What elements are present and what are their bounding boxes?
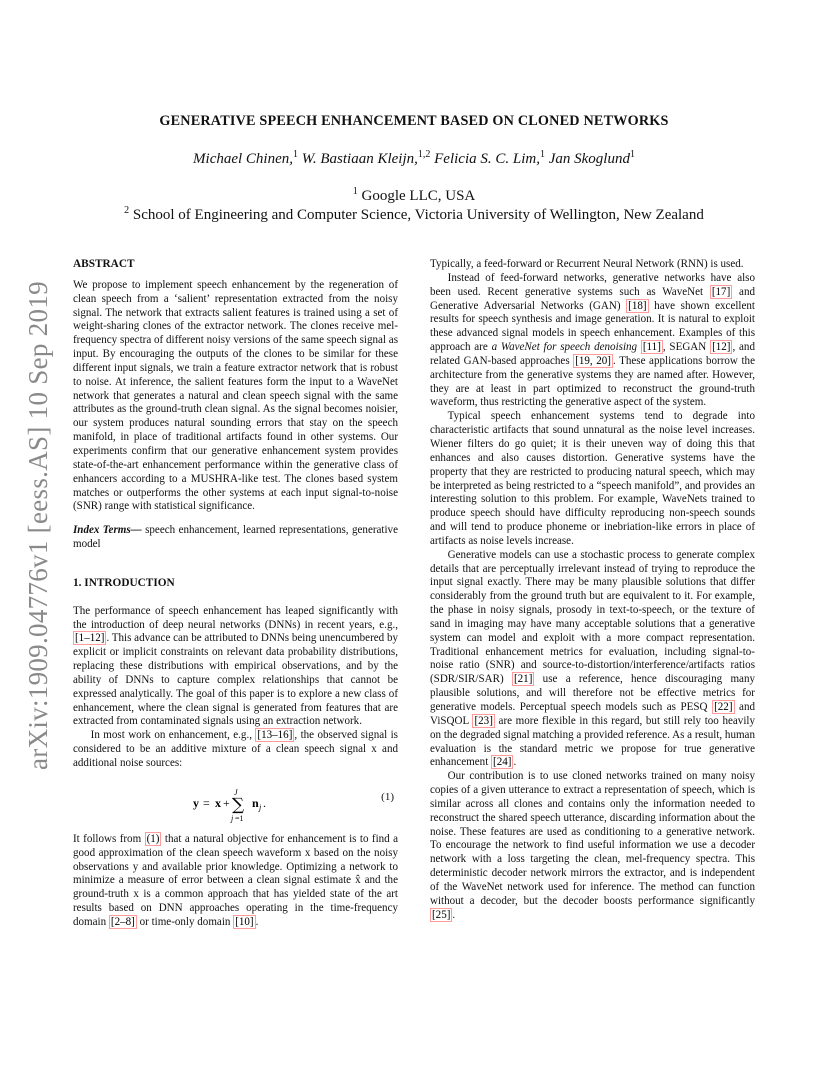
svg-text:∑: ∑: [232, 794, 245, 815]
citation-link[interactable]: [22]: [714, 701, 733, 713]
author: Jan Skoglund$^1$: [548, 149, 635, 167]
paragraph: The performance of speech enhancement has leaped significantly with the introduction of deep neural networks (DNNs) in recent years, e.g., [1–12] . This advance can be attributed to DNNs being unencumbered by explicit or implicit constraints on relevant data probability distributions, replacing these distributions with empirical observations, and by the ability of DNNs to capture complex relationships that cannot be expressed analytically. The goal of this paper is to explore a new class of enhancement, where the clean signal is generated from features that are extracted from contaminated signals using an extraction network.: [73, 604, 398, 728]
svg-text:x: x: [215, 795, 221, 810]
author: W. Bastiaan Kleijn,$^{1,2}$: [301, 149, 431, 167]
citation-link[interactable]: [21]: [513, 673, 533, 686]
citation-link[interactable]: [19, 20]: [575, 354, 611, 367]
paragraph: It follows from (1) that a natural objective for enhancement is to find a good approximation of the clean speech waveform x based on the noisy observations y and available prior knowledge. Optimizing a network to minimize a measure of error between a clean signal estimate x̂ and the ground-truth x is a common approach that has yielded state of the art results based on DNN approaches operating in the time-frequency domain [2–8] or time-only domain [10] .: [73, 832, 398, 928]
equation: [73, 779, 398, 825]
abstract-text: We propose to implement speech enhancement by the regeneration of clean speech from a ‘salient’ representation extracted from the noisy signal. The network that extracts salient features is trained using a set of weight-sharing clones of the extractor network. The clones receive mel-frequency spectra of different noisy versions of the same speech signal as input. By encouraging the outputs of the clones to be similar for these different input signals, we train a feature extractor network that is robust to noise. At inference, the salient features form the input to a WaveNet network that generates a natural and clean speech signal with the same attributes as the ground-truth clean signal. As the signal becomes noisier, our system produces natural sounding errors that stay on the speech manifold, in place of traditional artifacts found in other systems. Our experiments confirm that our generative enhancement system provides state-of-the-art enhancement performance within the generative class of enhancers according to a MUSHRA-like test. The clones based system matches or outperforms the other systems at each input signal-to-noise (SNR) range with statistical significance.: [73, 278, 398, 513]
citation-link[interactable]: [23]: [474, 714, 493, 727]
citation-link[interactable]: [13–16]: [257, 729, 293, 742]
author-list: [60, 149, 768, 168]
svg-text:y: y: [193, 795, 199, 810]
affiliation: $^1$ Google LLC, USA: [352, 186, 476, 204]
citation-link[interactable]: [17]: [711, 285, 731, 298]
svg-text:.: .: [263, 795, 266, 810]
author: Michael Chinen,$^1$: [193, 149, 299, 167]
svg-text:n: n: [252, 795, 259, 810]
abstract-heading: ABSTRACT: [73, 258, 135, 270]
citation-link[interactable]: [18]: [628, 299, 647, 312]
right-column: [430, 258, 755, 923]
svg-text:J: J: [234, 787, 238, 797]
citation-link[interactable]: [11]: [642, 341, 661, 354]
paragraph: In most work on enhancement, e.g., [13–16] , the observed signal is considered to be an additive mixture of a clean speech signal x and additional noise sources:: [73, 729, 398, 769]
citation-link[interactable]: [25]: [432, 908, 451, 921]
paragraph: Our contribution is to use cloned networks trained on many noisy copies of a given utterance to extract a representation of speech, which is similar across all clones and contains only the information needed to reconstruct the shared speech utterance, discarding information about the noise. These features are used as conditioning to a generative network. To encourage the network to find useful information we use a decoder network with a loss targeting the clean, mel-frequency spectra. This deterministic decoder network mirrors the extractor, and is independent of the WaveNet network used for inference. The method can function without a decoder, but the decoder boosts performance significantly [25] .: [430, 770, 755, 921]
paragraph: Typical speech enhancement systems tend to degrade into characteristic artifacts that sound unnatural as the noise level increases. Wiener filters do go quiet; it is their uneven way of doing this that enhances and also causes distortion. Generative systems have the property that they are restricted to producing natural speech, which may be interpreted as being restricted to a “speech manifold”, and provides an interesting solution to this problem. For example, WaveNets trained to produce speech should have difficulty reproducing non-speech sounds and will tend to produce phoneme or inebriation-like errors in place of artifacts as noise levels increase.: [430, 410, 755, 547]
equation-formula: [193, 787, 313, 827]
svg-text:=1: =1: [235, 813, 244, 823]
svg-text:j: j: [231, 813, 234, 823]
citation-link[interactable]: [10]: [235, 915, 254, 928]
equation-link[interactable]: (1): [146, 832, 160, 845]
equation-number: (1): [381, 790, 394, 803]
svg-text:=: =: [203, 795, 210, 810]
svg-text:+: +: [223, 795, 230, 810]
section-heading: 1. INTRODUCTION: [73, 576, 175, 589]
citation-link[interactable]: [1–12]: [75, 632, 105, 645]
arxiv-identifier: arXiv:1909.04776v1 [eess.AS] 10 Sep 2019: [23, 281, 53, 770]
citation-link[interactable]: [2–8]: [110, 915, 135, 928]
paragraph: Typically, a feed-forward or Recurrent Neural Network (RNN) is used.: [430, 258, 744, 270]
paper-title: GENERATIVE SPEECH ENHANCEMENT BASED ON CLONED NETWORKS: [159, 113, 669, 129]
affiliation: $^2$ School of Engineering and Computer Science, Victoria University of Wellington, New Zealand: [124, 205, 704, 223]
paragraph: Instead of feed-forward networks, generative networks have also been used. Recent generative systems such as WaveNet [17] and Generative Adversarial Networks (GAN) [18] have shown excellent results for speech synthesis and image generation. It is natural to exploit these advanced signal models in speech enhancement. Examples of this approach are a WaveNet for speech denoising [11] , SEGAN [12] , and related GAN-based approaches [19, 20] . These applications borrow the architecture from the generative systems they are named after. However, they are at least in part optimized to reconstruct the ground-truth waveform, thus restricting the generative aspect of the system.: [430, 271, 755, 409]
citation-link[interactable]: [12]: [712, 341, 731, 354]
left-column: [73, 258, 398, 930]
index-terms: Index Terms— speech enhancement, learned representations, generative model: [73, 524, 398, 551]
paragraph: Generative models can use a stochastic process to generate complex details that are perceptually irrelevant instead of trying to reproduce the input signal exactly. There may be many plausible solutions that differ considerably from the ground truth but are equivalent to it. For example, the phase in noisy signals, prosody in text-to-speech, or the texture of sand in imaging may have many acceptable solutions that a generative system can model and exploit with a more compact representation. Traditional enhancement metrics for evaluation, including signal-to-noise ratio (SNR) and source-to-distortion/interference/artifacts ratios (SDR/SIR/SAR) [21] use a reference, hence discouraging many plausible solutions, and will therefore not be effective metrics for generative models. Perceptual speech models such as PESQ [22] and ViSQOL [23] are more flexible in this regard, but still rely too heavily on the degraded signal matching a provided reference. As a result, human evaluation is the standard metric we propose for true generative enhancement [24] .: [430, 548, 755, 769]
svg-text:j: j: [259, 802, 262, 812]
author: Felicia S. C. Lim,$^1$: [434, 149, 545, 167]
citation-link[interactable]: [24]: [493, 756, 512, 769]
